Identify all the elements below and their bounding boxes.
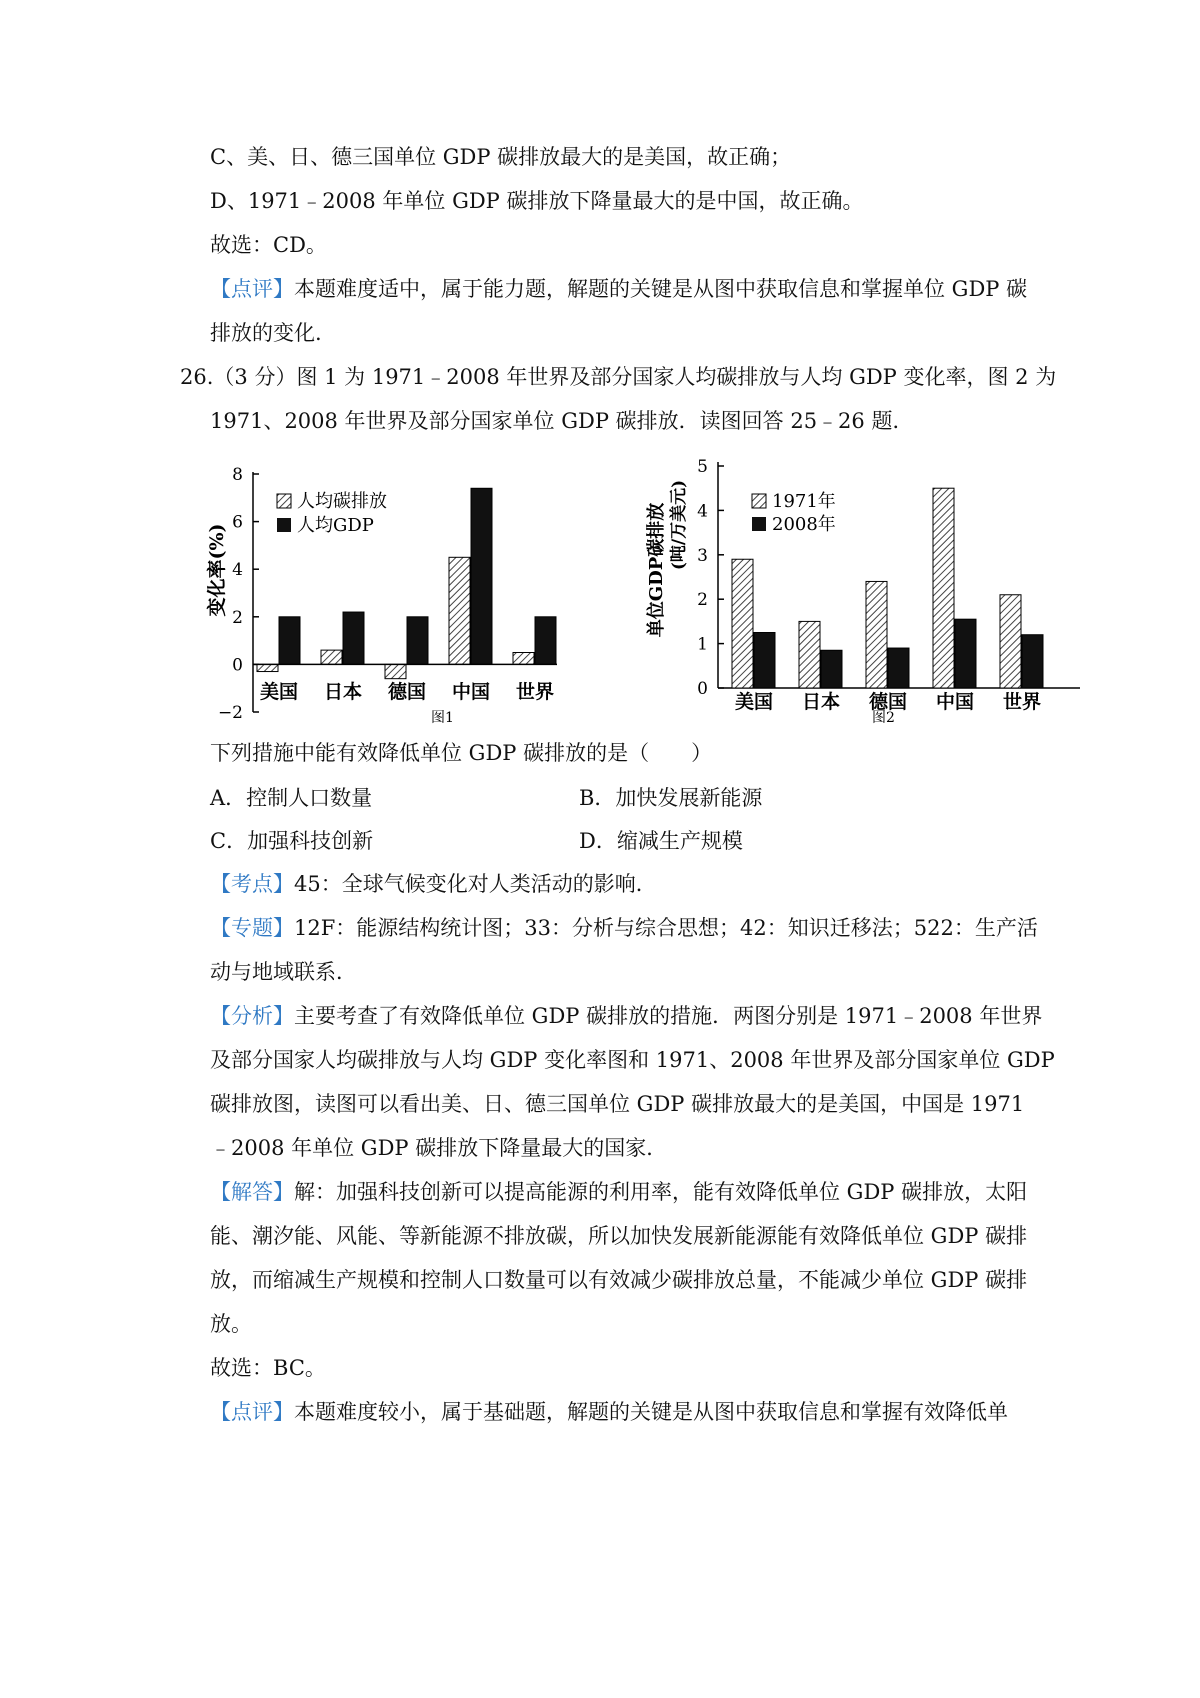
jieda-cont: 放，而缩减生产规模和控制人口数量可以有效减少碳排放总量，不能减少单位 GDP 碳排: [210, 1268, 1028, 1292]
kaodian-tag: 【考点】: [210, 872, 294, 896]
option-c[interactable]: C．加强科技创新: [210, 829, 374, 853]
dianping-text: 本题难度较小，属于基础题，解题的关键是从图中获取信息和掌握有效降低单: [294, 1400, 1008, 1424]
fenxi: [210, 1002, 1042, 1030]
bar-series2: [407, 617, 428, 665]
bar-series1: [732, 559, 753, 688]
bar-series2: [471, 488, 492, 664]
y-tick-label: 2: [232, 607, 243, 628]
x-category-label: 美国: [734, 691, 774, 713]
y-tick-label: 8: [232, 465, 243, 485]
fenxi-text: 主要考查了有效降低单位 GDP 碳排放的措施．两图分别是 1971﹣2008 年世界: [294, 1004, 1043, 1028]
y-tick-label: 0: [232, 655, 243, 676]
answer: 故选：BC。: [210, 1356, 326, 1380]
figure-2-caption: 图2: [872, 710, 895, 726]
fenxi-tag: 【分析】: [210, 1004, 294, 1028]
y-tick-label: −2: [217, 703, 243, 723]
question-stem-text: （3 分）图 1 为 1971﹣2008 年世界及部分国家人均碳排放与人均 GDP 变化率，图 2 为: [213, 365, 1057, 389]
bar-series1: [257, 664, 278, 671]
bar-series2: [343, 612, 364, 664]
bar-series1: [933, 488, 954, 688]
x-category-label: 德国: [868, 691, 908, 713]
y-tick-label: 2: [697, 590, 708, 611]
option-d[interactable]: D．缩减生产规模: [579, 829, 743, 853]
prev-comment: [210, 275, 1027, 303]
x-category-label: 美国: [259, 681, 299, 703]
bar-series2: [1022, 635, 1043, 688]
comment-text: 本题难度适中，属于能力题，解题的关键是从图中获取信息和掌握单位 GDP 碳: [294, 277, 1028, 301]
comment-tag: 【点评】: [210, 277, 294, 301]
y-tick-label: 5: [697, 457, 708, 477]
bar-series1: [513, 653, 534, 665]
bar-series2: [279, 617, 300, 665]
bar-series2: [888, 648, 909, 688]
y-tick-label: 4: [697, 501, 708, 522]
x-category-label: 日本: [323, 681, 363, 703]
option-b[interactable]: B．加快发展新能源: [579, 786, 763, 810]
x-category-label: 中国: [935, 691, 975, 713]
kaodian-text: 45：全球气候变化对人类活动的影响．: [294, 872, 657, 896]
jieda-tag: 【解答】: [210, 1180, 294, 1204]
dianping-tag: 【点评】: [210, 1400, 294, 1424]
bar-series2: [754, 633, 775, 689]
prev-option-c: C、美、日、德三国单位 GDP 碳排放最大的是美国，故正确；: [210, 145, 792, 169]
dianping: [210, 1398, 1008, 1426]
figure-1-caption: 图1: [431, 710, 454, 726]
y-tick-label: 0: [697, 679, 708, 699]
question-stem-cont: 1971、2008 年世界及部分国家单位 GDP 碳排放．读图回答 25﹣26 题．: [210, 409, 914, 433]
question-number: 26.: [180, 365, 214, 389]
x-category-label: 日本: [801, 691, 841, 713]
bar-series1: [385, 664, 406, 678]
fenxi-cont: 碳排放图，读图可以看出美、日、德三国单位 GDP 碳排放最大的是美国，中国是 1971: [210, 1092, 1025, 1116]
bar-series2: [821, 650, 842, 688]
zhuanti-text: 12F：能源结构统计图；33：分析与综合思想；42：知识迁移法；522：生产活: [294, 916, 1038, 940]
option-a[interactable]: A．控制人口数量: [210, 786, 373, 810]
legend-swatch-hatched: [752, 494, 766, 508]
bar-series1: [449, 557, 470, 664]
fenxi-cont: ﹣2008 年单位 GDP 碳排放下降量最大的国家．: [210, 1136, 668, 1160]
bar-series2: [535, 617, 556, 665]
figure-2-ylabel: 单位GDP碳排放: [646, 502, 667, 638]
y-tick-label: 3: [697, 545, 708, 566]
prev-option-d: D、1971﹣2008 年单位 GDP 碳排放下降量最大的是中国，故正确。: [210, 189, 864, 213]
legend-label: 人均碳排放: [297, 491, 387, 512]
zhuanti-tag: 【专题】: [210, 916, 294, 940]
bar-series2: [955, 619, 976, 688]
y-tick-label: 6: [232, 512, 243, 533]
jieda-text: 解：加强科技创新可以提高能源的利用率，能有效降低单位 GDP 碳排放，太阳: [294, 1180, 1028, 1204]
bar-series1: [1000, 595, 1021, 688]
legend-swatch-hatched: [277, 494, 291, 508]
figure-2-yunit: (吨/万美元): [669, 479, 689, 571]
legend-label: 2008年: [772, 514, 836, 535]
jieda-cont: 能、潮汐能、风能、等新能源不排放碳，所以加快发展新能源能有效降低单位 GDP 碳排: [210, 1224, 1028, 1248]
bar-series1: [799, 621, 820, 688]
legend-swatch-solid: [752, 517, 766, 531]
bar-series1: [866, 581, 887, 688]
prev-comment-cont: 排放的变化.: [210, 321, 322, 345]
legend-label: 1971年: [772, 491, 836, 512]
jieda: [210, 1178, 1027, 1206]
y-tick-label: 4: [232, 560, 243, 581]
legend-swatch-solid: [277, 518, 291, 532]
figure-1-chart: [195, 450, 600, 740]
kaodian: [210, 870, 657, 898]
x-category-label: 德国: [387, 681, 427, 703]
x-category-label: 世界: [1002, 691, 1042, 713]
bar-series1: [321, 650, 342, 664]
legend-label: 人均GDP: [297, 515, 374, 536]
figure-1-ylabel: 变化率(%): [206, 523, 228, 617]
x-category-label: 中国: [451, 681, 491, 703]
x-category-label: 世界: [515, 681, 555, 703]
prev-answer: 故选：CD。: [210, 233, 327, 257]
y-tick-label: 1: [697, 634, 708, 655]
figure-2-chart: [640, 450, 1080, 740]
jieda-cont: 放。: [210, 1312, 252, 1336]
fenxi-cont: 及部分国家人均碳排放与人均 GDP 变化率图和 1971、2008 年世界及部分国家单位 GDP: [210, 1048, 1055, 1072]
question-prompt: 下列措施中能有效降低单位 GDP 碳排放的是（ ）: [210, 741, 713, 765]
question-stem: [180, 363, 1056, 391]
zhuanti: [210, 914, 1038, 942]
zhuanti-cont: 动与地域联系．: [210, 960, 357, 984]
